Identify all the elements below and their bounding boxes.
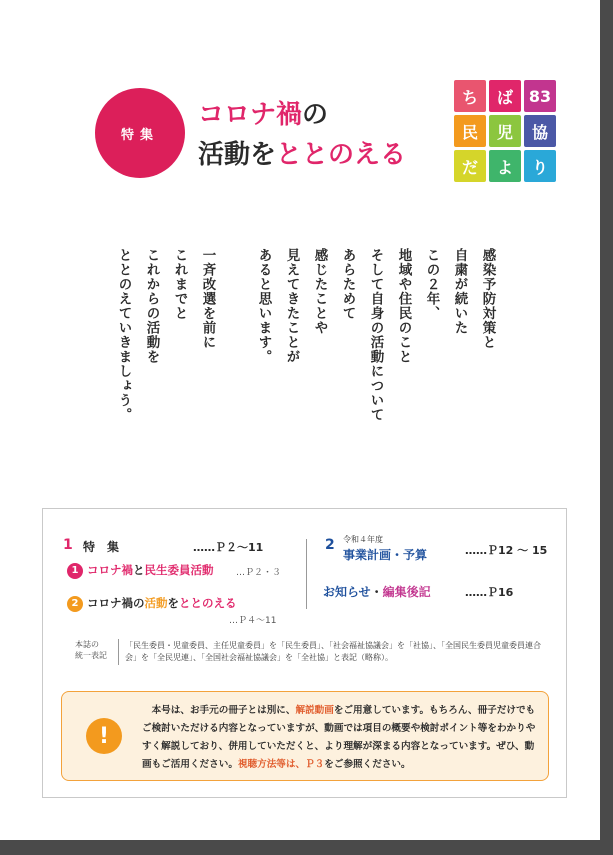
subitem-text: コロナ禍の <box>87 596 145 610</box>
title-pink-part: コロナ禍 <box>198 100 303 130</box>
logo-tile: り <box>524 150 556 182</box>
toc-subitem-2[interactable] <box>67 595 237 612</box>
title-line-2 <box>198 134 406 171</box>
feature-badge: 特集 <box>95 88 185 178</box>
notice-highlight: 解説動画 <box>295 705 334 716</box>
intro-line: あると思います。 <box>255 248 272 364</box>
notice-text-part: をご用意しています。もちろん、冊子だけでもご検討いただける内容となっていますが、動画では項目の概要や検討ポイント等をわかりやすく解説しており、併用していただくと、より理解が深まる内容となっています。ぜひ、動画もご活用ください。 <box>142 705 536 770</box>
table-of-contents <box>42 508 567 798</box>
exclamation-icon: ! <box>86 718 122 754</box>
notation-label <box>75 640 107 662</box>
intro-line: そして自身の活動について <box>367 248 384 422</box>
toc-page-ref[interactable]: ……Ｐ２〜11 <box>193 541 264 554</box>
toc-section-number: 1 <box>63 537 73 553</box>
logo-tile: ち <box>454 80 486 112</box>
intro-line: 自粛が続いた <box>451 248 468 335</box>
subitem-number: 2 <box>67 596 83 612</box>
toc-section-number: 2 <box>325 537 335 553</box>
intro-line: 感染予防対策と <box>479 248 496 350</box>
intro-line: これまでと <box>171 248 188 321</box>
subitem-number: 1 <box>67 563 83 579</box>
title-pink-part: ととのえる <box>276 140 407 170</box>
toc-section-text: 編集後記 <box>382 585 431 599</box>
logo-tile: 83 <box>524 80 556 112</box>
toc-section-year: 令和４年度 <box>343 535 383 544</box>
subitem-text: と <box>133 563 145 577</box>
subitem-text: ととのえる <box>179 596 237 610</box>
intro-line: ととのえていきましょう。 <box>115 248 132 422</box>
title-dark-part: の <box>302 100 329 130</box>
notation-label-line: 統一表記 <box>75 650 107 660</box>
logo-tile: 協 <box>524 115 556 147</box>
intro-line: 見えてきたことが <box>283 248 300 364</box>
logo-tile: ば <box>489 80 521 112</box>
toc-section-text: ・ <box>370 585 383 599</box>
logo-tile: だ <box>454 150 486 182</box>
toc-page-ref[interactable]: …Ｐ４〜11 <box>229 616 277 626</box>
intro-line: 地域や住民のこと <box>395 248 412 364</box>
notice-text-part: 本号は、お手元の冊子とは別に、 <box>142 705 296 716</box>
subitem-text: 民生委員活動 <box>144 563 214 577</box>
notation-label-line: 本誌の <box>75 640 99 649</box>
intro-line: あらためて <box>339 248 356 321</box>
notation-text: 「民生委員・児童委員、主任児童委員」を「民生委員」、「社会福祉協議会」を「社協」、「全国民生委員児童委員連合会」を「全民児連」、「全国社会福祉協議会」を「全社協」と表記（略称）。 <box>125 641 541 662</box>
toc-divider <box>306 539 307 609</box>
subitem-text: を <box>167 596 179 610</box>
intro-line: この２年、 <box>423 248 440 321</box>
notice-text <box>142 702 542 774</box>
logo-tile: 民 <box>454 115 486 147</box>
intro-line: 一斉改選を前に <box>199 248 216 350</box>
title-dark-part: 活動を <box>198 140 277 170</box>
notice-highlight: 視聴方法等は、Ｐ３ <box>237 759 325 770</box>
toc-section-label: 事業計画・予算 <box>343 548 428 562</box>
logo-tiles <box>454 80 557 182</box>
toc-page-ref[interactable]: ……Ｐ12 〜 15 <box>465 544 548 557</box>
logo-tile: 児 <box>489 115 521 147</box>
subitem-text: コロナ禍 <box>87 563 133 577</box>
toc-page-ref[interactable]: …Ｐ２・３ <box>236 568 282 578</box>
toc-page-ref[interactable]: ……Ｐ16 <box>465 586 514 599</box>
notice-text-part: をご参照ください。 <box>324 759 411 770</box>
notation-divider <box>118 639 119 665</box>
intro-line: 感じたことや <box>311 248 328 335</box>
video-notice <box>61 691 549 781</box>
title-line-1 <box>198 94 328 131</box>
subitem-text: 活動 <box>144 596 168 610</box>
viewer-edge-right <box>600 0 613 855</box>
logo-tile: よ <box>489 150 521 182</box>
toc-section-label: 特 集 <box>83 540 120 554</box>
toc-section-3[interactable] <box>323 583 431 600</box>
toc-section-text: お知らせ <box>323 585 371 599</box>
intro-line: これからの活動を <box>143 248 160 364</box>
viewer-edge-bottom <box>0 840 613 855</box>
toc-subitem-1[interactable] <box>67 562 214 579</box>
